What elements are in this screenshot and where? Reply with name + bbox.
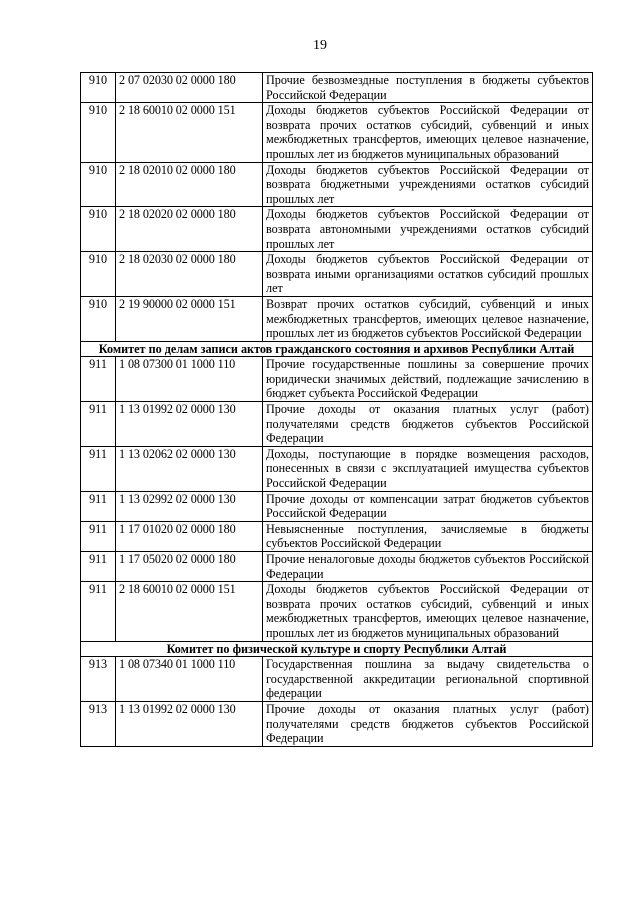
admin-code-cell: 910: [81, 252, 116, 297]
section-title: Комитет по физической культуре и спорту Республики Алтай: [81, 641, 593, 657]
admin-code-cell: 911: [81, 402, 116, 447]
description-cell: Прочие государственные пошлины за совершение прочих юридически значимых действий, подлежащие зачислению в бюджет субъекта Российской Федерации: [263, 357, 593, 402]
description-cell: Доходы бюджетов субъектов Российской Федерации от возврата прочих остатков субсидий, субвенций и иных межбюджетных трансфертов, имеющих целевое назначение, прошлых лет из бюджетов муниципальных образований: [263, 103, 593, 162]
admin-code-cell: 910: [81, 73, 116, 103]
table-row: [81, 491, 593, 521]
table-row: [81, 207, 593, 252]
section-title: Комитет по делам записи актов гражданского состояния и архивов Республики Алтай: [81, 341, 593, 357]
table-row: [81, 252, 593, 297]
table-row: [81, 162, 593, 207]
revenue-codes-table: [80, 72, 593, 747]
description-cell: Государственная пошлина за выдачу свидетельства о государственной аккредитации региональной спортивной федерации: [263, 657, 593, 702]
revenue-code-cell: 1 08 07340 01 1000 110: [116, 657, 263, 702]
admin-code-cell: 911: [81, 446, 116, 491]
revenue-code-cell: 1 13 02992 02 0000 130: [116, 491, 263, 521]
admin-code-cell: 911: [81, 552, 116, 582]
description-cell: Доходы бюджетов субъектов Российской Федерации от возврата бюджетными учреждениями остатков субсидий прошлых лет: [263, 162, 593, 207]
description-cell: Доходы бюджетов субъектов Российской Федерации от возврата прочих остатков субсидий, субвенций и иных межбюджетных трансфертов, имеющих целевое назначение, прошлых лет из бюджетов муниципальных образований: [263, 582, 593, 641]
table-row: [81, 402, 593, 447]
table-row: [81, 357, 593, 402]
description-cell: Доходы, поступающие в порядке возмещения расходов, понесенных в связи с эксплуатацией имущества субъектов Российской Федерации: [263, 446, 593, 491]
revenue-code-cell: 1 13 02062 02 0000 130: [116, 446, 263, 491]
admin-code-cell: 913: [81, 701, 116, 746]
revenue-code-cell: 1 17 01020 02 0000 180: [116, 521, 263, 551]
revenue-code-cell: 2 18 60010 02 0000 151: [116, 582, 263, 641]
description-cell: Прочие безвозмездные поступления в бюджеты субъектов Российской Федерации: [263, 73, 593, 103]
description-cell: Невыясненные поступления, зачисляемые в бюджеты субъектов Российской Федерации: [263, 521, 593, 551]
description-cell: Прочие доходы от компенсации затрат бюджетов субъектов Российской Федерации: [263, 491, 593, 521]
revenue-code-cell: 2 18 02030 02 0000 180: [116, 252, 263, 297]
table-row: [81, 103, 593, 162]
section-header-row: [81, 641, 593, 657]
admin-code-cell: 911: [81, 582, 116, 641]
table-row: [81, 552, 593, 582]
admin-code-cell: 911: [81, 491, 116, 521]
description-cell: Прочие неналоговые доходы бюджетов субъектов Российской Федерации: [263, 552, 593, 582]
description-cell: Прочие доходы от оказания платных услуг (работ) получателями средств бюджетов субъектов Российской Федерации: [263, 402, 593, 447]
admin-code-cell: 910: [81, 103, 116, 162]
revenue-code-cell: 2 19 90000 02 0000 151: [116, 296, 263, 341]
admin-code-cell: 910: [81, 207, 116, 252]
section-header-row: [81, 341, 593, 357]
page-number: 19: [313, 38, 327, 53]
table-row: [81, 701, 593, 746]
table-row: [81, 582, 593, 641]
revenue-code-cell: 1 13 01992 02 0000 130: [116, 402, 263, 447]
revenue-code-cell: 2 18 02010 02 0000 180: [116, 162, 263, 207]
admin-code-cell: 911: [81, 357, 116, 402]
revenue-code-cell: 2 07 02030 02 0000 180: [116, 73, 263, 103]
admin-code-cell: 910: [81, 296, 116, 341]
table-row: [81, 521, 593, 551]
table-row: [81, 657, 593, 702]
description-cell: Возврат прочих остатков субсидий, субвенций и иных межбюджетных трансфертов, имеющих целевое назначение, прошлых лет из бюджетов субъектов Российской Федерации: [263, 296, 593, 341]
description-cell: Доходы бюджетов субъектов Российской Федерации от возврата иными организациями остатков субсидий прошлых лет: [263, 252, 593, 297]
revenue-code-cell: 1 08 07300 01 1000 110: [116, 357, 263, 402]
admin-code-cell: 911: [81, 521, 116, 551]
table-row: [81, 296, 593, 341]
description-cell: Доходы бюджетов субъектов Российской Федерации от возврата автономными учреждениями остатков субсидий прошлых лет: [263, 207, 593, 252]
table-row: [81, 73, 593, 103]
revenue-code-cell: 2 18 02020 02 0000 180: [116, 207, 263, 252]
table-row: [81, 446, 593, 491]
revenue-code-cell: 1 17 05020 02 0000 180: [116, 552, 263, 582]
admin-code-cell: 910: [81, 162, 116, 207]
description-cell: Прочие доходы от оказания платных услуг (работ) получателями средств бюджетов субъектов Российской Федерации: [263, 701, 593, 746]
admin-code-cell: 913: [81, 657, 116, 702]
revenue-code-cell: 2 18 60010 02 0000 151: [116, 103, 263, 162]
revenue-code-cell: 1 13 01992 02 0000 130: [116, 701, 263, 746]
